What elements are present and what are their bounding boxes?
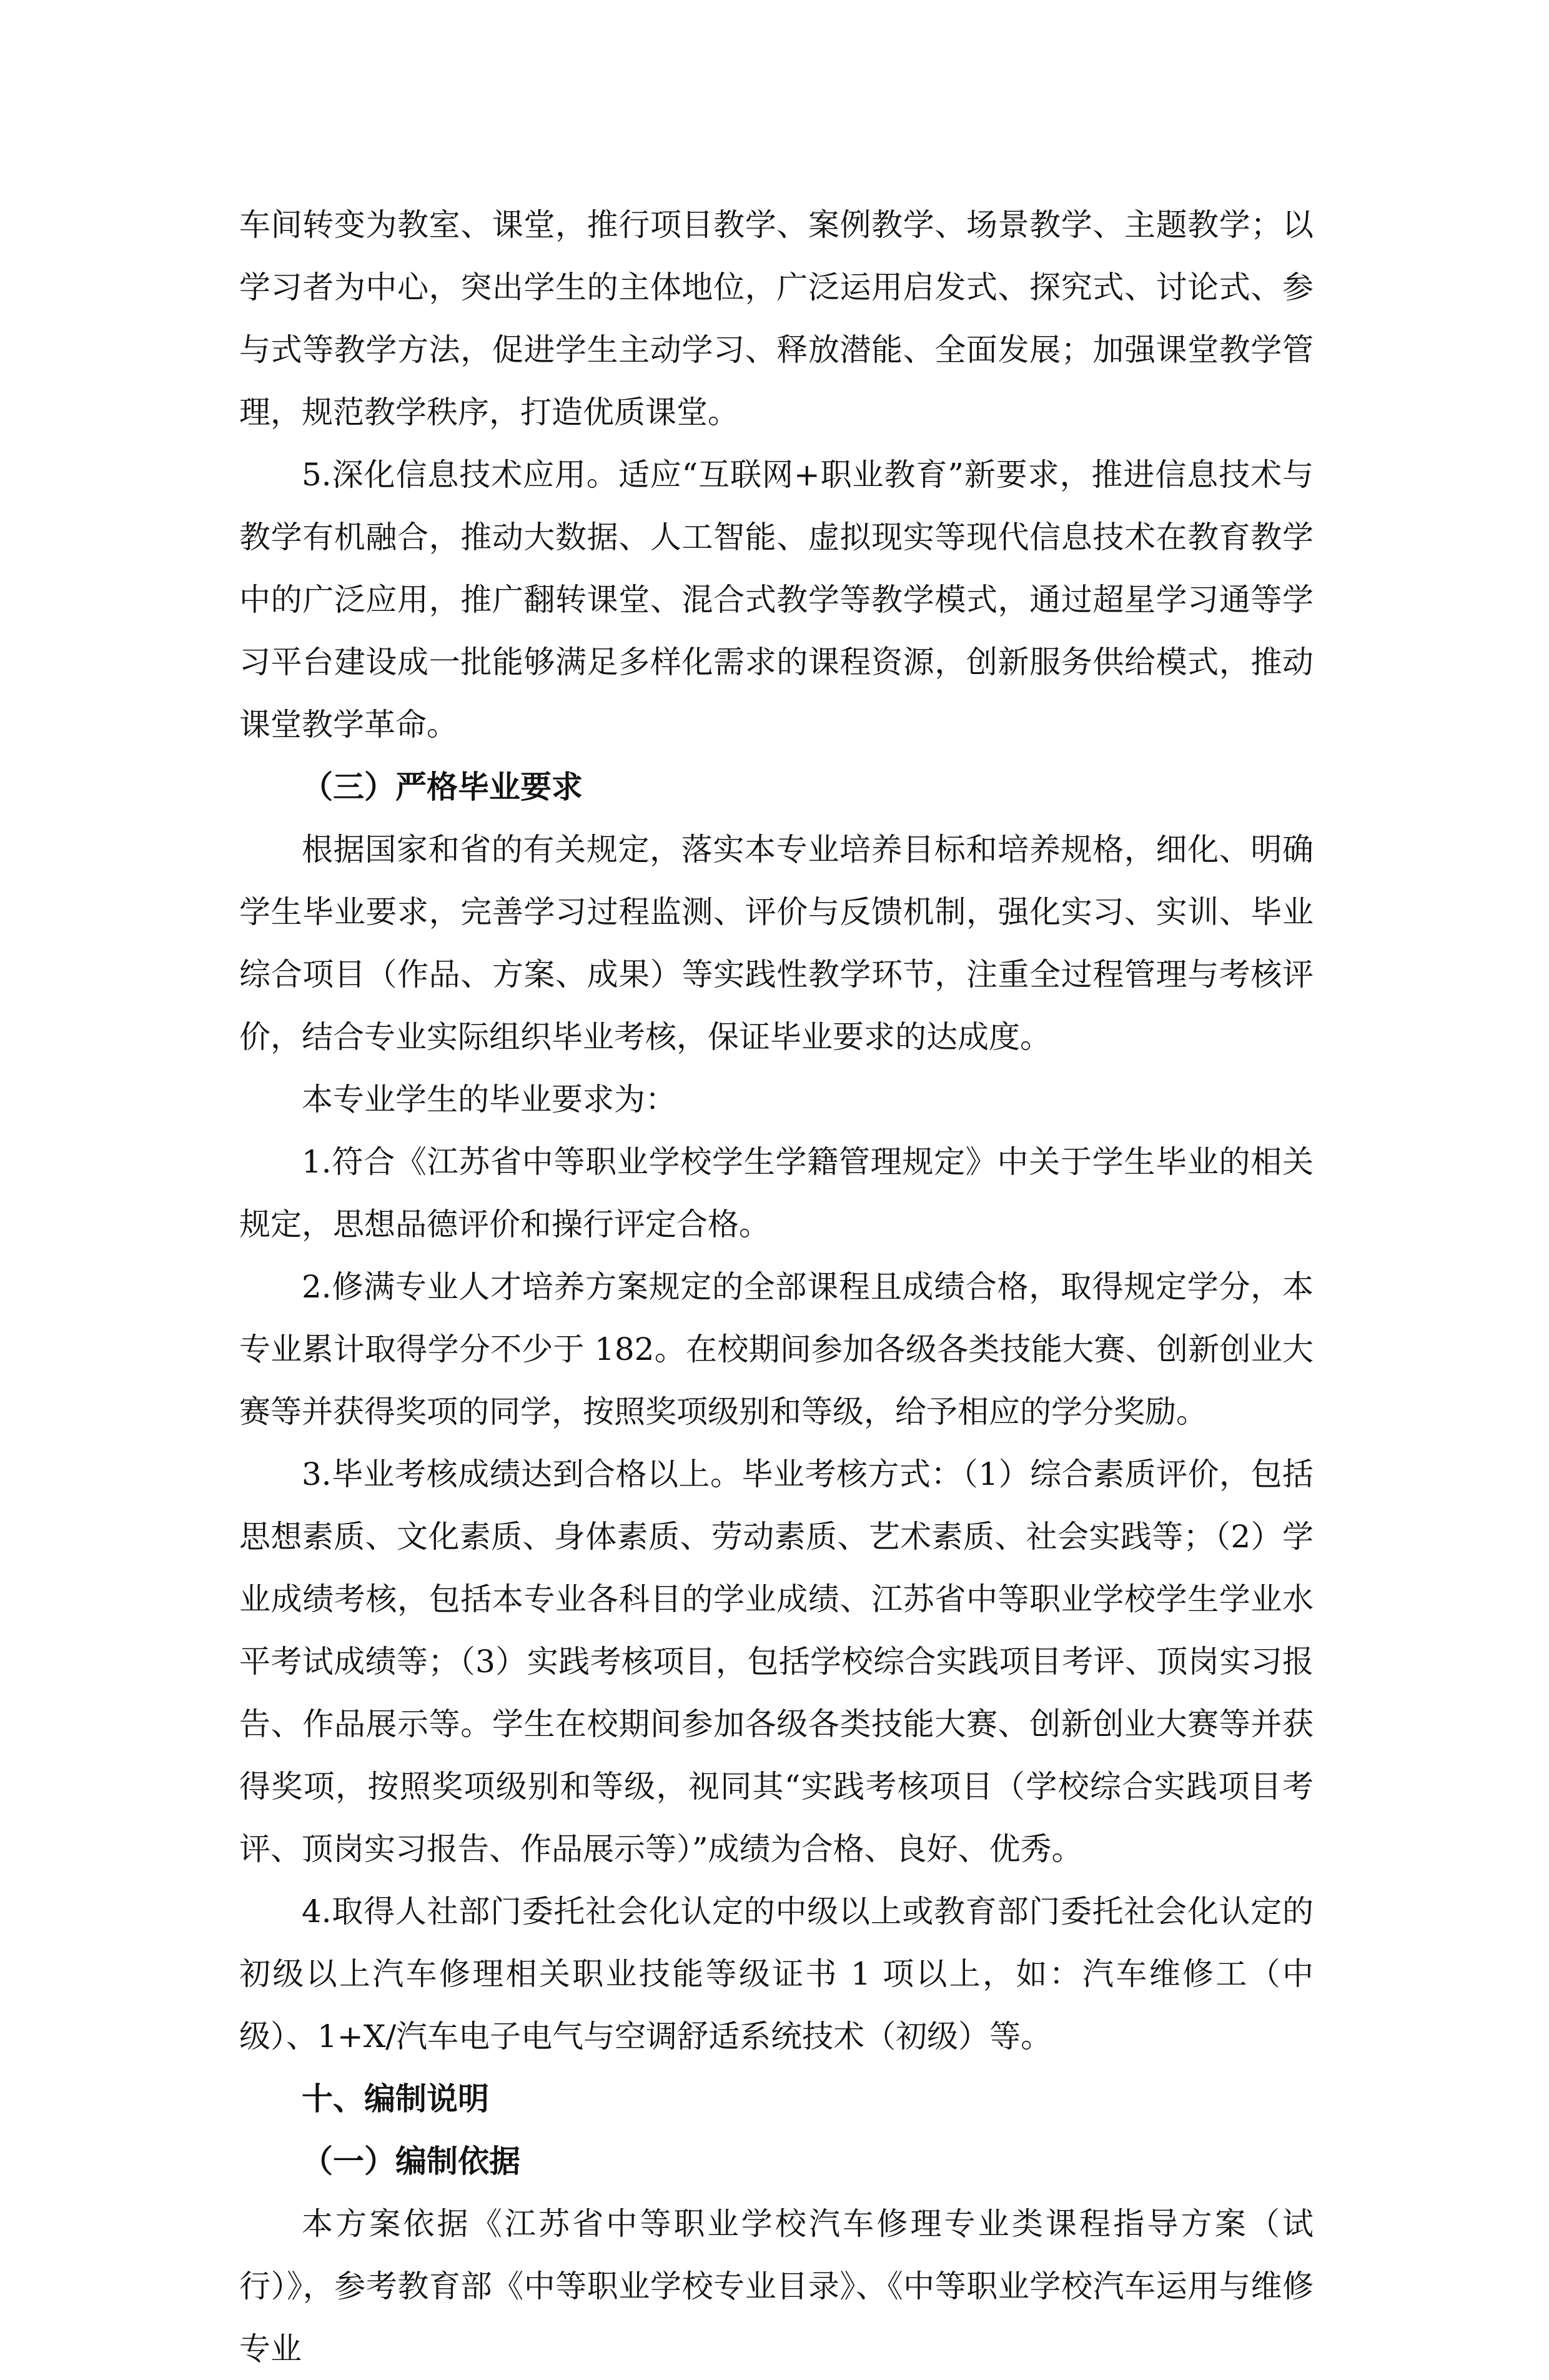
paragraph-requirements-lead: 本专业学生的毕业要求为： [302, 1081, 676, 1118]
heading-compilation-basis: （一）编制依据 [302, 2143, 520, 2179]
paragraph-requirement-1: 1.符合《江苏省中等职业学校学生学籍管理规定》中关于学生毕业的相关规定，思想品德评价和操行评定合格。 [239, 1144, 1314, 1242]
paragraph-info-tech: 5.深化信息技术应用。适应“互联网+职业教育”新要求，推进信息技术与教学有机融合，推动大数据、人工智能、虚拟现实等现代信息技术在教育教学中的广泛应用，推广翻转课堂、混合式教学等教学模式，通过超星学习通等学习平台建设成一批能够满足多样化需求的课程资源，创新服务供给模式，推动课堂教学革命。 [239, 457, 1314, 743]
heading-section-10: 十、编制说明 [302, 2081, 489, 2117]
heading-graduation-requirements: （三）严格毕业要求 [302, 769, 583, 805]
paragraph-requirement-2: 2.修满专业人才培养方案规定的全部课程且成绩合格，取得规定学分，本专业累计取得学分不少于 182。在校期间参加各级各类技能大赛、创新创业大赛等并获得奖项的同学，按照奖项级别和等级，给予相应的学分奖励。 [239, 1269, 1314, 1430]
paragraph-classroom-teaching: 车间转变为教室、课堂，推行项目教学、案例教学、场景教学、主题教学；以学习者为中心，突出学生的主体地位，广泛运用启发式、探究式、讨论式、参与式等教学方法，促进学生主动学习、释放潜能、全面发展；加强课堂教学管理，规范教学秩序，打造优质课堂。 [239, 207, 1314, 430]
paragraph-requirement-3: 3.毕业考核成绩达到合格以上。毕业考核方式：（1）综合素质评价，包括思想素质、文化素质、身体素质、劳动素质、艺术素质、社会实践等；（2）学业成绩考核，包括本专业各科目的学业成绩、江苏省中等职业学校学生学业水平考试成绩等；（3）实践考核项目，包括学校综合实践项目考评、顶岗实习报告、作品展示等。学生在校期间参加各级各类技能大赛、创新创业大赛等并获得奖项，按照奖项级别和等级，视同其“实践考核项目（学校综合实践项目考评、顶岗实习报告、作品展示等）”成绩为合格、良好、优秀。 [239, 1456, 1314, 1867]
paragraph-compilation-basis: 本方案依据《江苏省中等职业学校汽车修理专业类课程指导方案（试行）》，参考教育部《中等职业学校专业目录》、《中等职业学校汽车运用与维修专业 [239, 2206, 1314, 2367]
paragraph-graduation-intro: 根据国家和省的有关规定，落实本专业培养目标和培养规格，细化、明确学生毕业要求，完善学习过程监测、评价与反馈机制，强化实习、实训、毕业综合项目（作品、方案、成果）等实践性教学环节，注重全过程管理与考核评价，结合专业实际组织毕业考核，保证毕业要求的达成度。 [239, 831, 1314, 1055]
document-body [239, 194, 1314, 2380]
paragraph-requirement-4: 4.取得人社部门委托社会化认定的中级以上或教育部门委托社会化认定的初级以上汽车修理相关职业技能等级证书 1 项以上，如：汽车维修工（中级）、1+X/汽车电子电气与空调舒适系统技术（初级）等。 [239, 1893, 1314, 2055]
